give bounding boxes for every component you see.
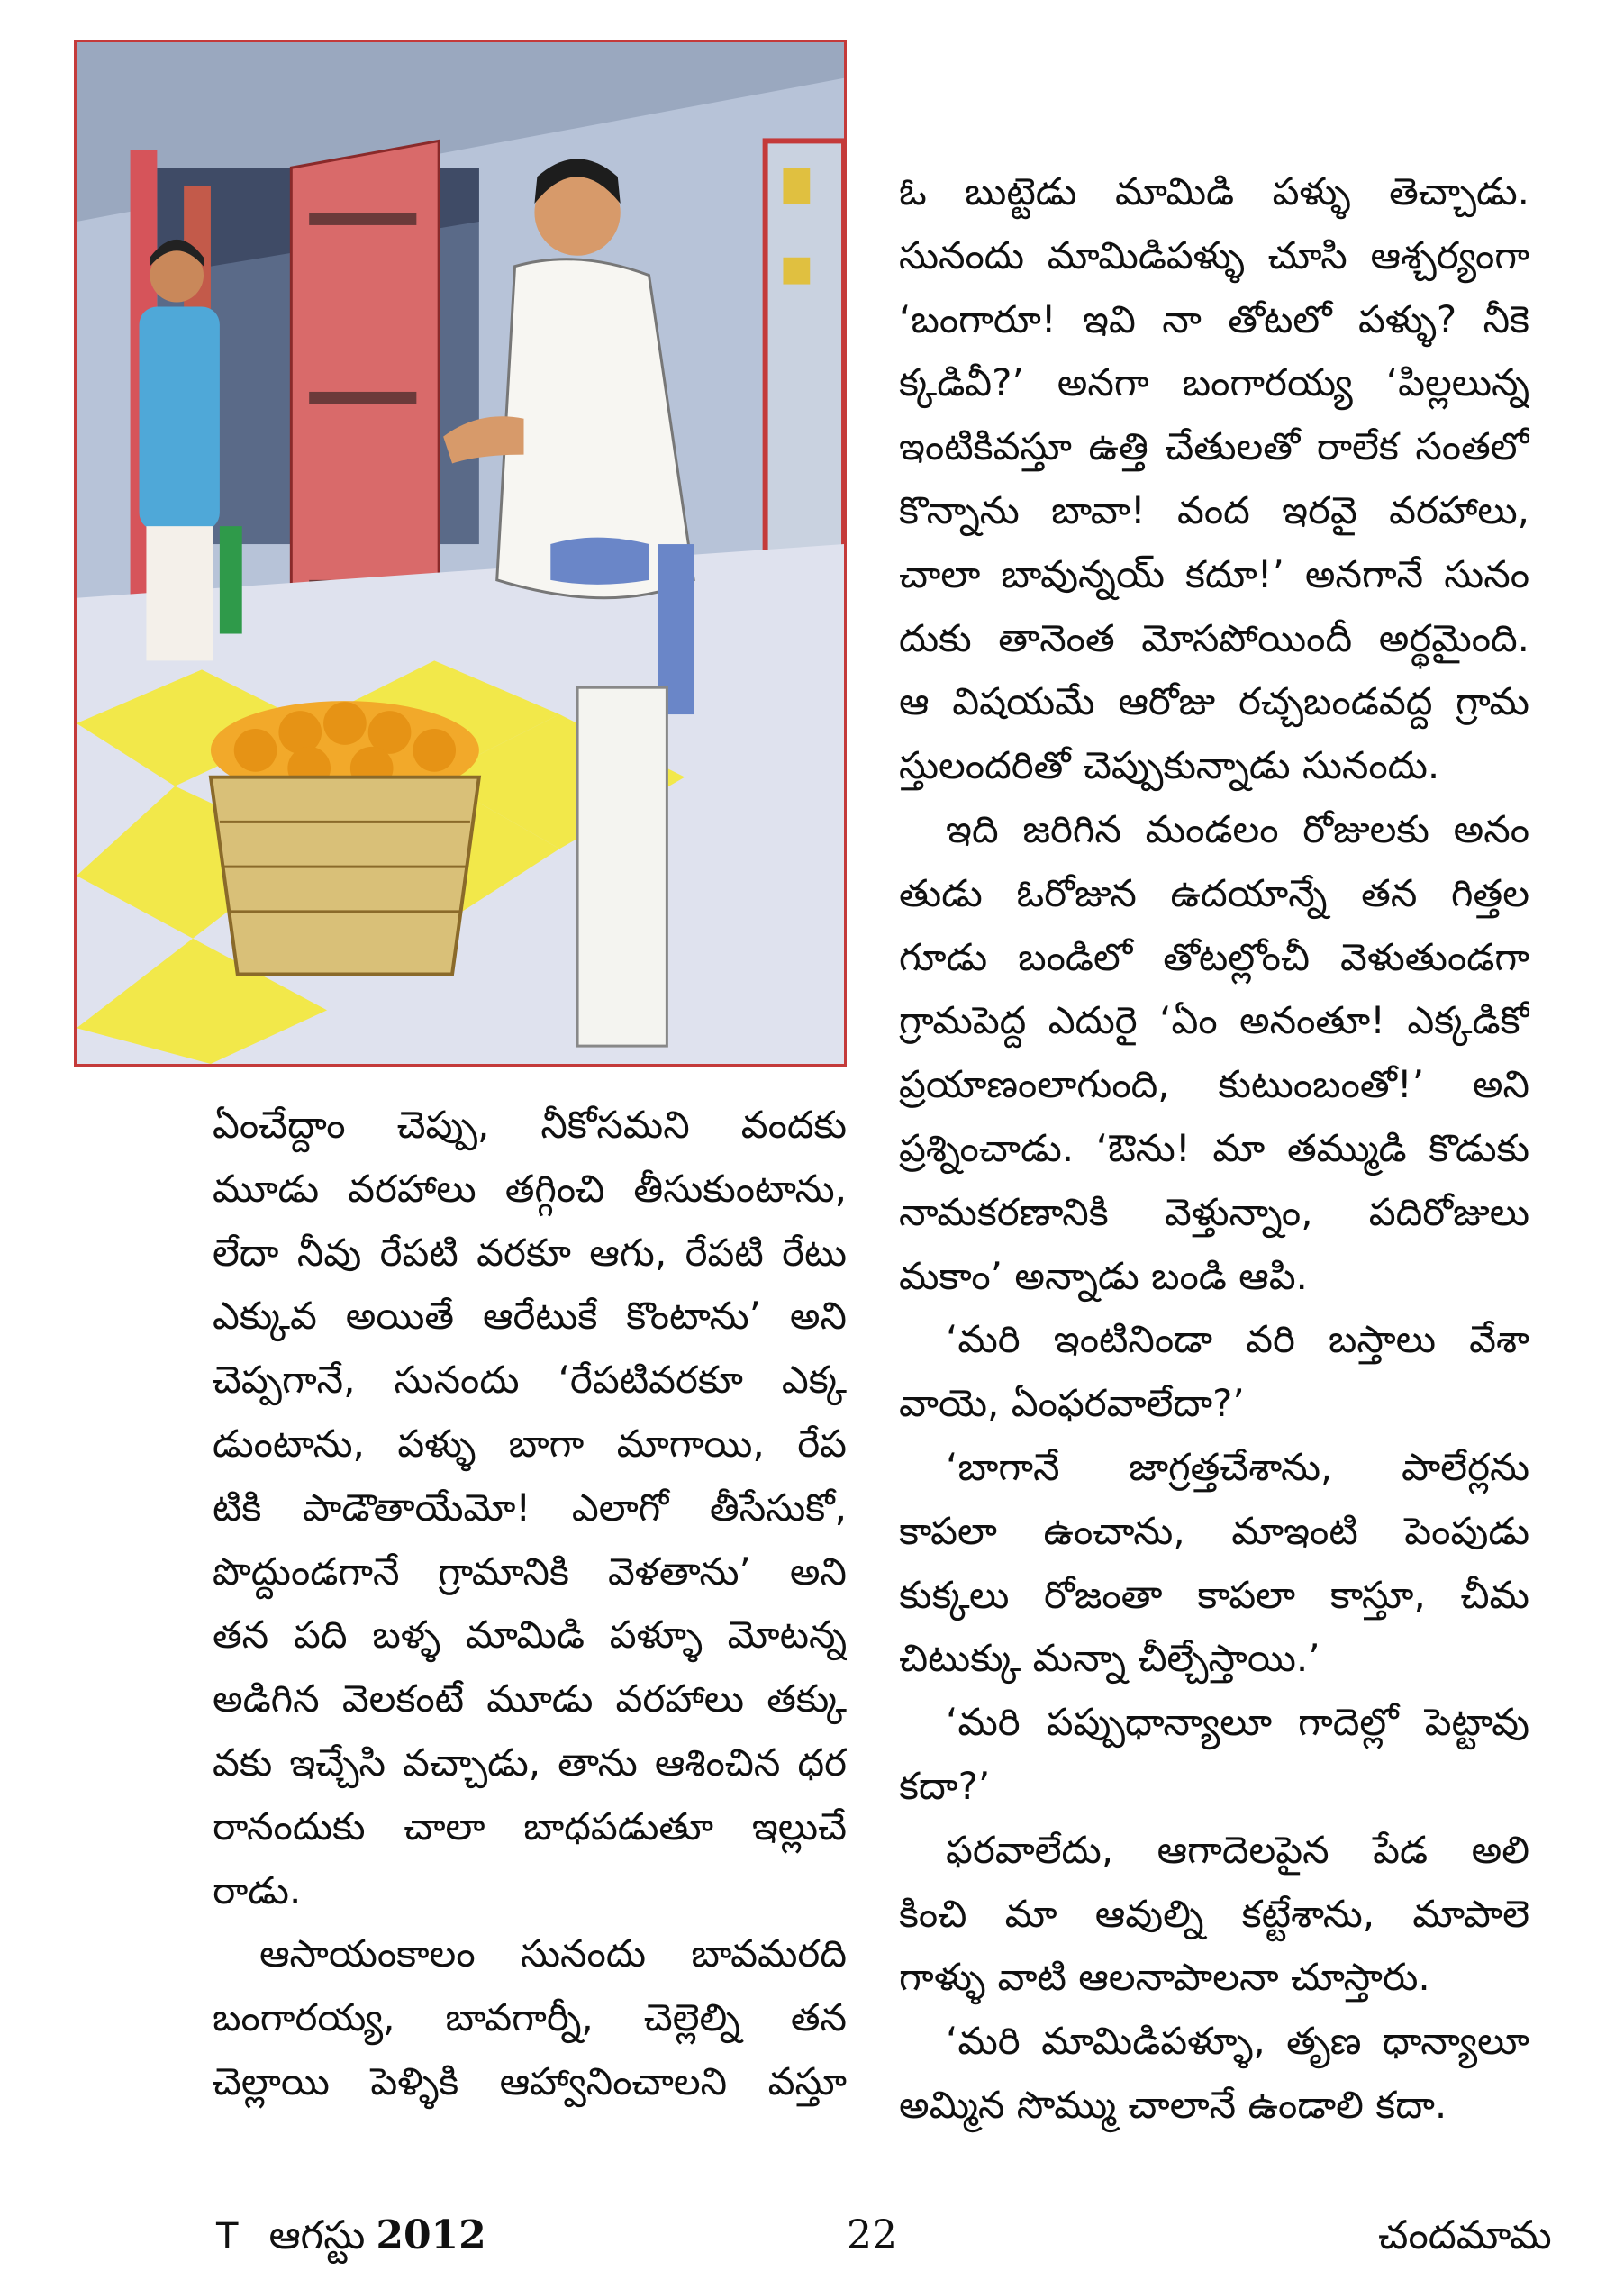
text-line: గ్రామపెద్ద ఎదురై ‘ఏం అనంతూ! ఎక్కడికో: [899, 998, 1529, 1043]
text-line: ‘బాగానే జాగ్రత్తచేశాను, పాలేర్లను: [946, 1444, 1529, 1489]
text-line: అడిగిన వెలకంటే మూడు వరహాలు తక్కు: [213, 1676, 847, 1721]
text-line: ప్రశ్నించాడు. ‘ఔను! మా తమ్ముడి కొడుకు: [899, 1125, 1529, 1170]
text-line: చాలా బావున్నయ్ కదూ!’ అనగానే సునం: [899, 551, 1529, 596]
text-line: కించి మా ఆవుల్ని కట్టేశాను, మాపాలె: [899, 1891, 1529, 1936]
story-illustration: [74, 40, 847, 1067]
text-line: వాయె, ఏంఫరవాలేదా?’: [899, 1381, 1245, 1426]
text-line: ప్రయాణంలాగుంది, కుటుంబంతో!’ అని: [899, 1062, 1529, 1107]
text-line: ఎక్కువ అయితే ఆరేటుకే కొంటాను’ అని: [213, 1294, 847, 1339]
text-line: కదా?’: [899, 1763, 991, 1808]
right-text-column: [899, 160, 1529, 2138]
left-text-column: [213, 1094, 847, 2114]
text-line: ‘బంగారూ! ఇవి నా తోటలో పళ్ళు? నీకె: [899, 296, 1529, 341]
text-line: కొన్నాను బావా! వంద ఇరవై వరహాలు,: [899, 487, 1529, 532]
footer-mark: T: [216, 2216, 239, 2257]
text-line: ‘మరి మామిడిపళ్ళూ, తృణ ధాన్యాలూ: [946, 2019, 1529, 2064]
text-line: మకాం’ అన్నాడు బండి ఆపి.: [899, 1253, 1308, 1298]
text-line: వకు ఇచ్చేసి వచ్చాడు, తాను ఆశించిన ధర: [213, 1739, 847, 1785]
text-line: ఇంటికివస్తూ ఉత్తి చేతులతో రాలేక సంతలో: [899, 424, 1529, 469]
text-line: ఇది జరిగిన మండలం రోజులకు అనం: [946, 806, 1529, 851]
page-number: 22: [847, 2212, 897, 2258]
text-line: పొద్దుండగానే గ్రామానికి వెళతాను’ అని: [213, 1549, 847, 1594]
text-line: గాళ్ళు వాటి ఆలనాపాలనా చూస్తారు.: [899, 1955, 1430, 2000]
footer-issue-date: [216, 2209, 486, 2263]
magazine-name: చందమామ: [1378, 2212, 1552, 2258]
text-line: మూడు వరహాలు తగ్గించి తీసుకుంటాను,: [213, 1166, 847, 1211]
text-line: రాడు.: [213, 1867, 302, 1912]
text-line: ఓ బుట్టెడు మామిడి పళ్ళు తెచ్చాడు.: [899, 169, 1529, 213]
text-line: సునందు మామిడిపళ్ళు చూసి ఆశ్చర్యంగా: [899, 232, 1529, 277]
text-line: టికి పాడౌతాయేమో! ఎలాగో తీసేసుకో,: [213, 1485, 847, 1530]
text-line: చెల్లాయి పెళ్ళికి ఆహ్వానించాలని వస్తూ: [213, 2058, 847, 2103]
text-line: బంగారయ్య, బావగార్నీ, చెల్లెల్ని తన: [213, 1995, 847, 2040]
text-line: తన పది బళ్ళ మామిడి పళ్ళూ మోటన్న: [213, 1612, 847, 1658]
text-line: రానందుకు చాలా బాధపడుతూ ఇల్లుచే: [213, 1803, 847, 1848]
text-line: చెప్పగానే, సునందు ‘రేపటివరకూ ఎక్క: [213, 1358, 847, 1403]
text-line: డుంటాను, పళ్ళు బాగా మాగాయి, రేప: [213, 1421, 847, 1466]
text-line: ‘మరి ఇంటినిండా వరి బస్తాలు వేశా: [946, 1317, 1529, 1362]
footer-year: 2012: [376, 2212, 486, 2258]
footer-month: ఆగస్టు: [268, 2212, 366, 2258]
text-line: తుడు ఓరోజున ఉదయాన్నే తన గిత్తల: [899, 870, 1529, 915]
text-line: ఆ విషయమే ఆరోజు రచ్చబండవద్ద గ్రామ: [899, 679, 1529, 724]
text-line: నామకరణానికి వెళ్తున్నాం, పదిరోజులు: [899, 1189, 1529, 1234]
text-line: కుక్కలు రోజంతా కాపలా కాస్తూ, చీమ: [899, 1572, 1529, 1617]
text-line: ఫరవాలేదు, ఆగాదెలపైన పేడ అలి: [946, 1827, 1529, 1872]
text-line: లేదా నీవు రేపటి వరకూ ఆగు, రేపటి రేటు: [213, 1230, 847, 1275]
text-line: ఆసాయంకాలం సునందు బావమరది: [259, 1931, 847, 1976]
text-line: చిటుక్కు మన్నా చీల్చేస్తాయి.’: [899, 1636, 1320, 1681]
text-line: గూడు బండిలో తోటల్లోంచీ వెళుతుండగా: [899, 934, 1529, 979]
text-line: అమ్మిన సొమ్ము చాలానే ఉండాలి కదా.: [899, 2082, 1447, 2127]
text-line: స్తులందరితో చెప్పుకున్నాడు సునందు.: [899, 743, 1440, 788]
text-line: దుకు తానెంత మోసపోయిందీ అర్థమైంది.: [899, 615, 1529, 660]
text-line: క్కడివీ?’ అనగా బంగారయ్య ‘పిల్లలున్న: [899, 360, 1529, 405]
text-line: కాపలా ఉంచాను, మాఇంటి పెంపుడు: [899, 1508, 1529, 1553]
text-line: ఏంచేద్దాం చెప్పు, నీకోసమని వందకు: [213, 1103, 847, 1147]
text-line: ‘మరి పప్పుధాన్యాలూ గాదెల్లో పెట్టావు: [946, 1700, 1529, 1745]
